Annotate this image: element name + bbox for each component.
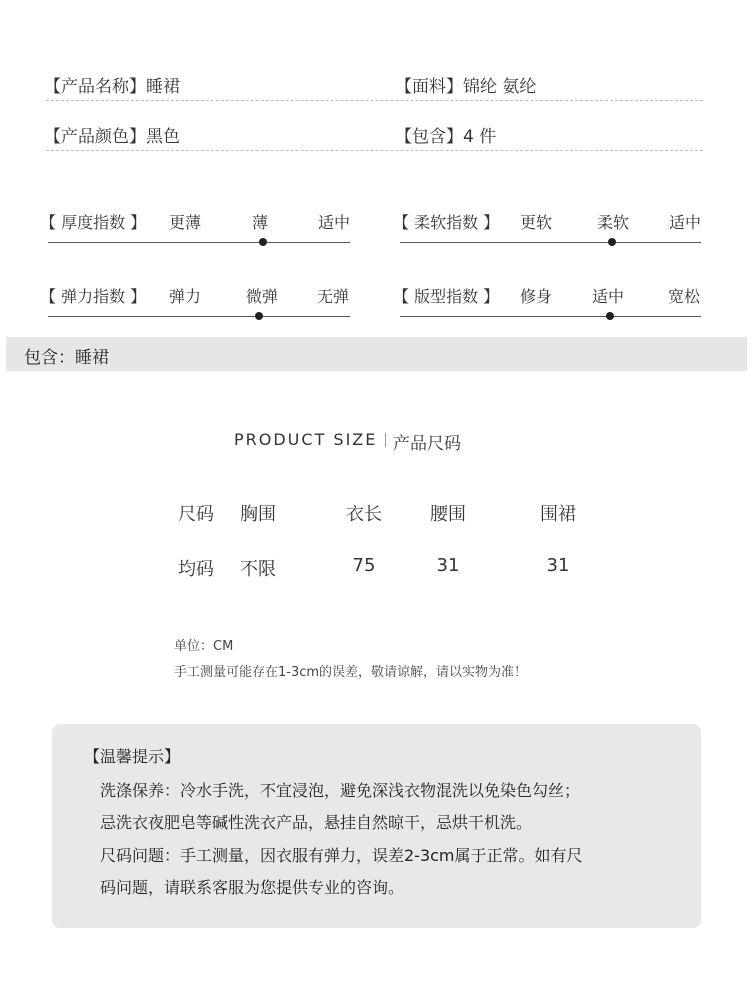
fit-scale-marker: [606, 312, 614, 320]
table-header-cell: 胸围: [240, 504, 276, 525]
softness-scale-line: [400, 242, 701, 243]
size-title-en: PRODUCT SIZE: [234, 430, 378, 449]
tips-line: 码问题，请联系客服为您提供专业的咨询。: [100, 878, 405, 897]
measurement-note: 手工测量可能存在1-3cm的误差，敬请谅解，请以实物为准！: [174, 665, 528, 680]
tips-box: [52, 724, 701, 928]
tips-line: 尺码问题：手工测量，因衣服有弹力，误差2-3cm属于正常。如有尺: [100, 846, 583, 865]
thickness-scale-line: [48, 242, 350, 243]
elasticity-scale-marker: [255, 312, 263, 320]
thickness-option: 适中: [317, 213, 350, 232]
softness-index-title: 【 柔软指数 】: [393, 213, 500, 232]
table-cell: 不限: [240, 559, 276, 580]
softness-scale-marker: [608, 238, 616, 246]
table-cell: 31: [546, 555, 570, 576]
title-separator: [385, 433, 386, 447]
thickness-index-title: 【 厚度指数 】: [40, 213, 147, 232]
fit-option: 适中: [591, 287, 624, 306]
table-header-cell: 尺码: [178, 504, 214, 525]
fit-option: 修身: [519, 287, 552, 306]
included-text: 包含：睡裙: [24, 348, 109, 368]
product-color: 【产品颜色】黑色: [44, 127, 180, 147]
fit-option: 宽松: [667, 287, 700, 306]
product-contains: 【包含】4 件: [395, 127, 497, 147]
elasticity-scale-line: [48, 316, 350, 317]
table-cell: 均码: [178, 559, 214, 580]
product-fabric: 【面料】锦纶 氨纶: [395, 77, 537, 97]
elasticity-option: 微弹: [245, 287, 278, 306]
divider: [46, 100, 703, 101]
size-title-cn: 产品尺码: [393, 434, 461, 454]
fit-scale-line: [400, 316, 701, 317]
table-header-cell: 腰围: [430, 504, 466, 525]
softness-option: 适中: [668, 213, 701, 232]
thickness-option: 薄: [251, 213, 268, 232]
table-header-cell: 围裙: [540, 504, 576, 525]
tips-title: 【温馨提示】: [84, 747, 181, 766]
elasticity-option: 弹力: [168, 287, 201, 306]
table-cell: 75: [352, 555, 376, 576]
table-header-cell: 衣长: [346, 504, 382, 525]
elasticity-index-title: 【 弹力指数 】: [40, 287, 147, 306]
thickness-option: 更薄: [168, 213, 201, 232]
divider: [46, 150, 703, 151]
unit-label: 单位：CM: [174, 639, 234, 654]
elasticity-option: 无弹: [316, 287, 349, 306]
table-cell: 31: [436, 555, 460, 576]
tips-line: 洗涤保养：冷水手洗，不宜浸泡，避免深浅衣物混洗以免染色勾丝；: [100, 781, 581, 800]
tips-line: 忌洗衣夜肥皂等碱性洗衣产品，悬挂自然晾干，忌烘干机洗。: [100, 813, 533, 832]
fit-index-title: 【 版型指数 】: [393, 287, 500, 306]
included-bar: [6, 337, 747, 371]
product-name: 【产品名称】睡裙: [44, 77, 180, 97]
thickness-scale-marker: [259, 238, 267, 246]
softness-option: 柔软: [596, 213, 629, 232]
softness-option: 更软: [519, 213, 552, 232]
